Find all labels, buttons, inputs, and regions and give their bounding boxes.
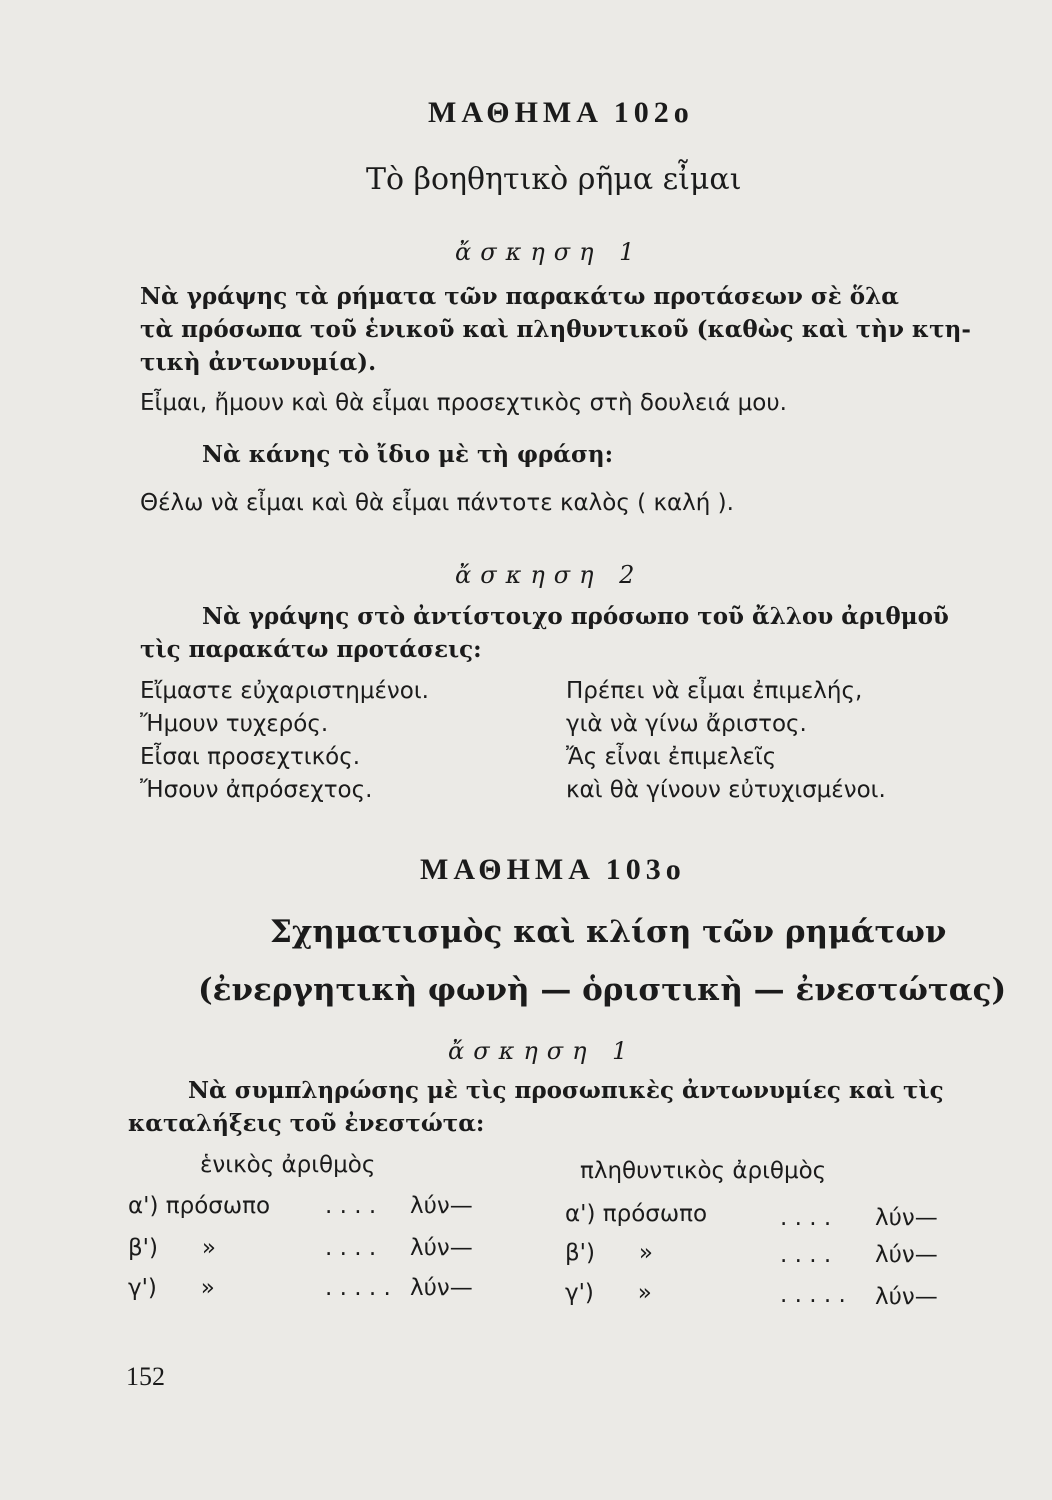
instruction-line: τικὴ ἀντωνυμία). [140, 349, 377, 376]
sentence: Ἤσουν ἀπρόσεχτος. [140, 777, 373, 803]
instruction-line: Νὰ γράψης στὸ ἀντίστοιχο πρόσωπο τοῦ ἄλλου ἀριθμοῦ [202, 603, 949, 630]
plural-row-dots: . . . . [780, 1205, 832, 1231]
singular-row-person: β') » [128, 1235, 216, 1261]
exercise-1-sentence-1: Εἶμαι, ἤμουν καὶ θὰ εἶμαι προσεχτικὸς στὴ δουλειά μου. [140, 390, 787, 416]
singular-row-dots: . . . . [325, 1235, 377, 1261]
sentence: γιὰ νὰ γίνω ἄριστος. [566, 711, 807, 737]
plural-row-person: α') πρόσωπο [565, 1201, 708, 1227]
exercise-1-instruction [140, 280, 971, 379]
lesson-103-title-line-1: Σχηματισμὸς καὶ κλίση τῶν ρημάτων [270, 914, 947, 950]
lesson-102-title: Τὸ βοηθητικὸ ρῆμα εἶμαι [366, 162, 742, 197]
plural-row-person: γ') » [565, 1280, 652, 1306]
exercise-1-label: ἄσκηση 1 [455, 238, 644, 266]
singular-row-verb: λύν— [410, 1193, 473, 1219]
instruction-line: Νὰ συμπληρώσης μὲ τὶς προσωπικὲς ἀντωνυμίες καὶ τὶς [188, 1077, 944, 1104]
sentence: Εἴμαστε εὐχαριστημένοι. [140, 678, 429, 704]
lesson-103-exercise-1-instruction [128, 1074, 944, 1140]
singular-row-verb: λύν— [410, 1275, 473, 1301]
singular-row-verb: λύν— [410, 1235, 473, 1261]
lesson-103-title-line-2: (ἐνεργητικὴ φωνὴ — ὁριστικὴ — ἐνεστώτας) [198, 972, 1007, 1008]
singular-row-person: γ') » [128, 1275, 215, 1301]
exercise-1-instruction-2: Νὰ κάνης τὸ ἴδιο μὲ τὴ φράση: [202, 441, 614, 468]
sentence: Ἤμουν τυχερός. [140, 711, 329, 737]
lesson-102-heading: ΜΑΘΗΜΑ 102ο [428, 96, 694, 129]
lesson-103-heading: ΜΑΘΗΜΑ 103ο [420, 853, 686, 886]
plural-row-dots: . . . . . [780, 1282, 846, 1308]
singular-row-person: α') πρόσωπο [128, 1193, 271, 1219]
sentence: Ἄς εἶναι ἐπιμελεῖς [566, 744, 777, 770]
instruction-line: Νὰ γράψης τὰ ρήματα τῶν παρακάτω προτάσεων σὲ ὅλα [140, 283, 899, 310]
instruction-line: καταλήξεις τοῦ ἐνεστώτα: [128, 1110, 485, 1137]
sentence: Εἶσαι προσεχτικός. [140, 744, 361, 770]
plural-row-person: β') » [565, 1240, 653, 1266]
exercise-2-left-column [140, 675, 429, 807]
singular-row-dots: . . . . . [325, 1275, 391, 1301]
exercise-2-right-column [566, 675, 886, 807]
plural-row-dots: . . . . [780, 1242, 832, 1268]
singular-row-dots: . . . . [325, 1193, 377, 1219]
exercise-2-instruction [140, 600, 949, 666]
exercise-1-sentence-2: Θέλω νὰ εἶμαι καὶ θὰ εἶμαι πάντοτε καλὸς ( καλή ). [140, 490, 734, 516]
sentence: καὶ θὰ γίνουν εὐτυχισμένοι. [566, 777, 886, 803]
lesson-103-exercise-1-label: ἄσκηση 1 [448, 1037, 637, 1065]
exercise-2-label: ἄσκηση 2 [455, 561, 644, 589]
singular-header: ἑνικὸς ἀριθμὸς [200, 1152, 376, 1178]
instruction-line: τὰ πρόσωπα τοῦ ἑνικοῦ καὶ πληθυντικοῦ (καθὼς καὶ τὴν κτη- [140, 316, 971, 343]
plural-row-verb: λύν— [875, 1242, 938, 1268]
plural-row-verb: λύν— [875, 1205, 938, 1231]
sentence: Πρέπει νὰ εἶμαι ἐπιμελής, [566, 678, 863, 704]
page-number: 152 [126, 1362, 165, 1391]
plural-header: πληθυντικὸς ἀριθμὸς [580, 1158, 827, 1184]
plural-row-verb: λύν— [875, 1284, 938, 1310]
instruction-line: τὶς παρακάτω προτάσεις: [140, 636, 482, 663]
